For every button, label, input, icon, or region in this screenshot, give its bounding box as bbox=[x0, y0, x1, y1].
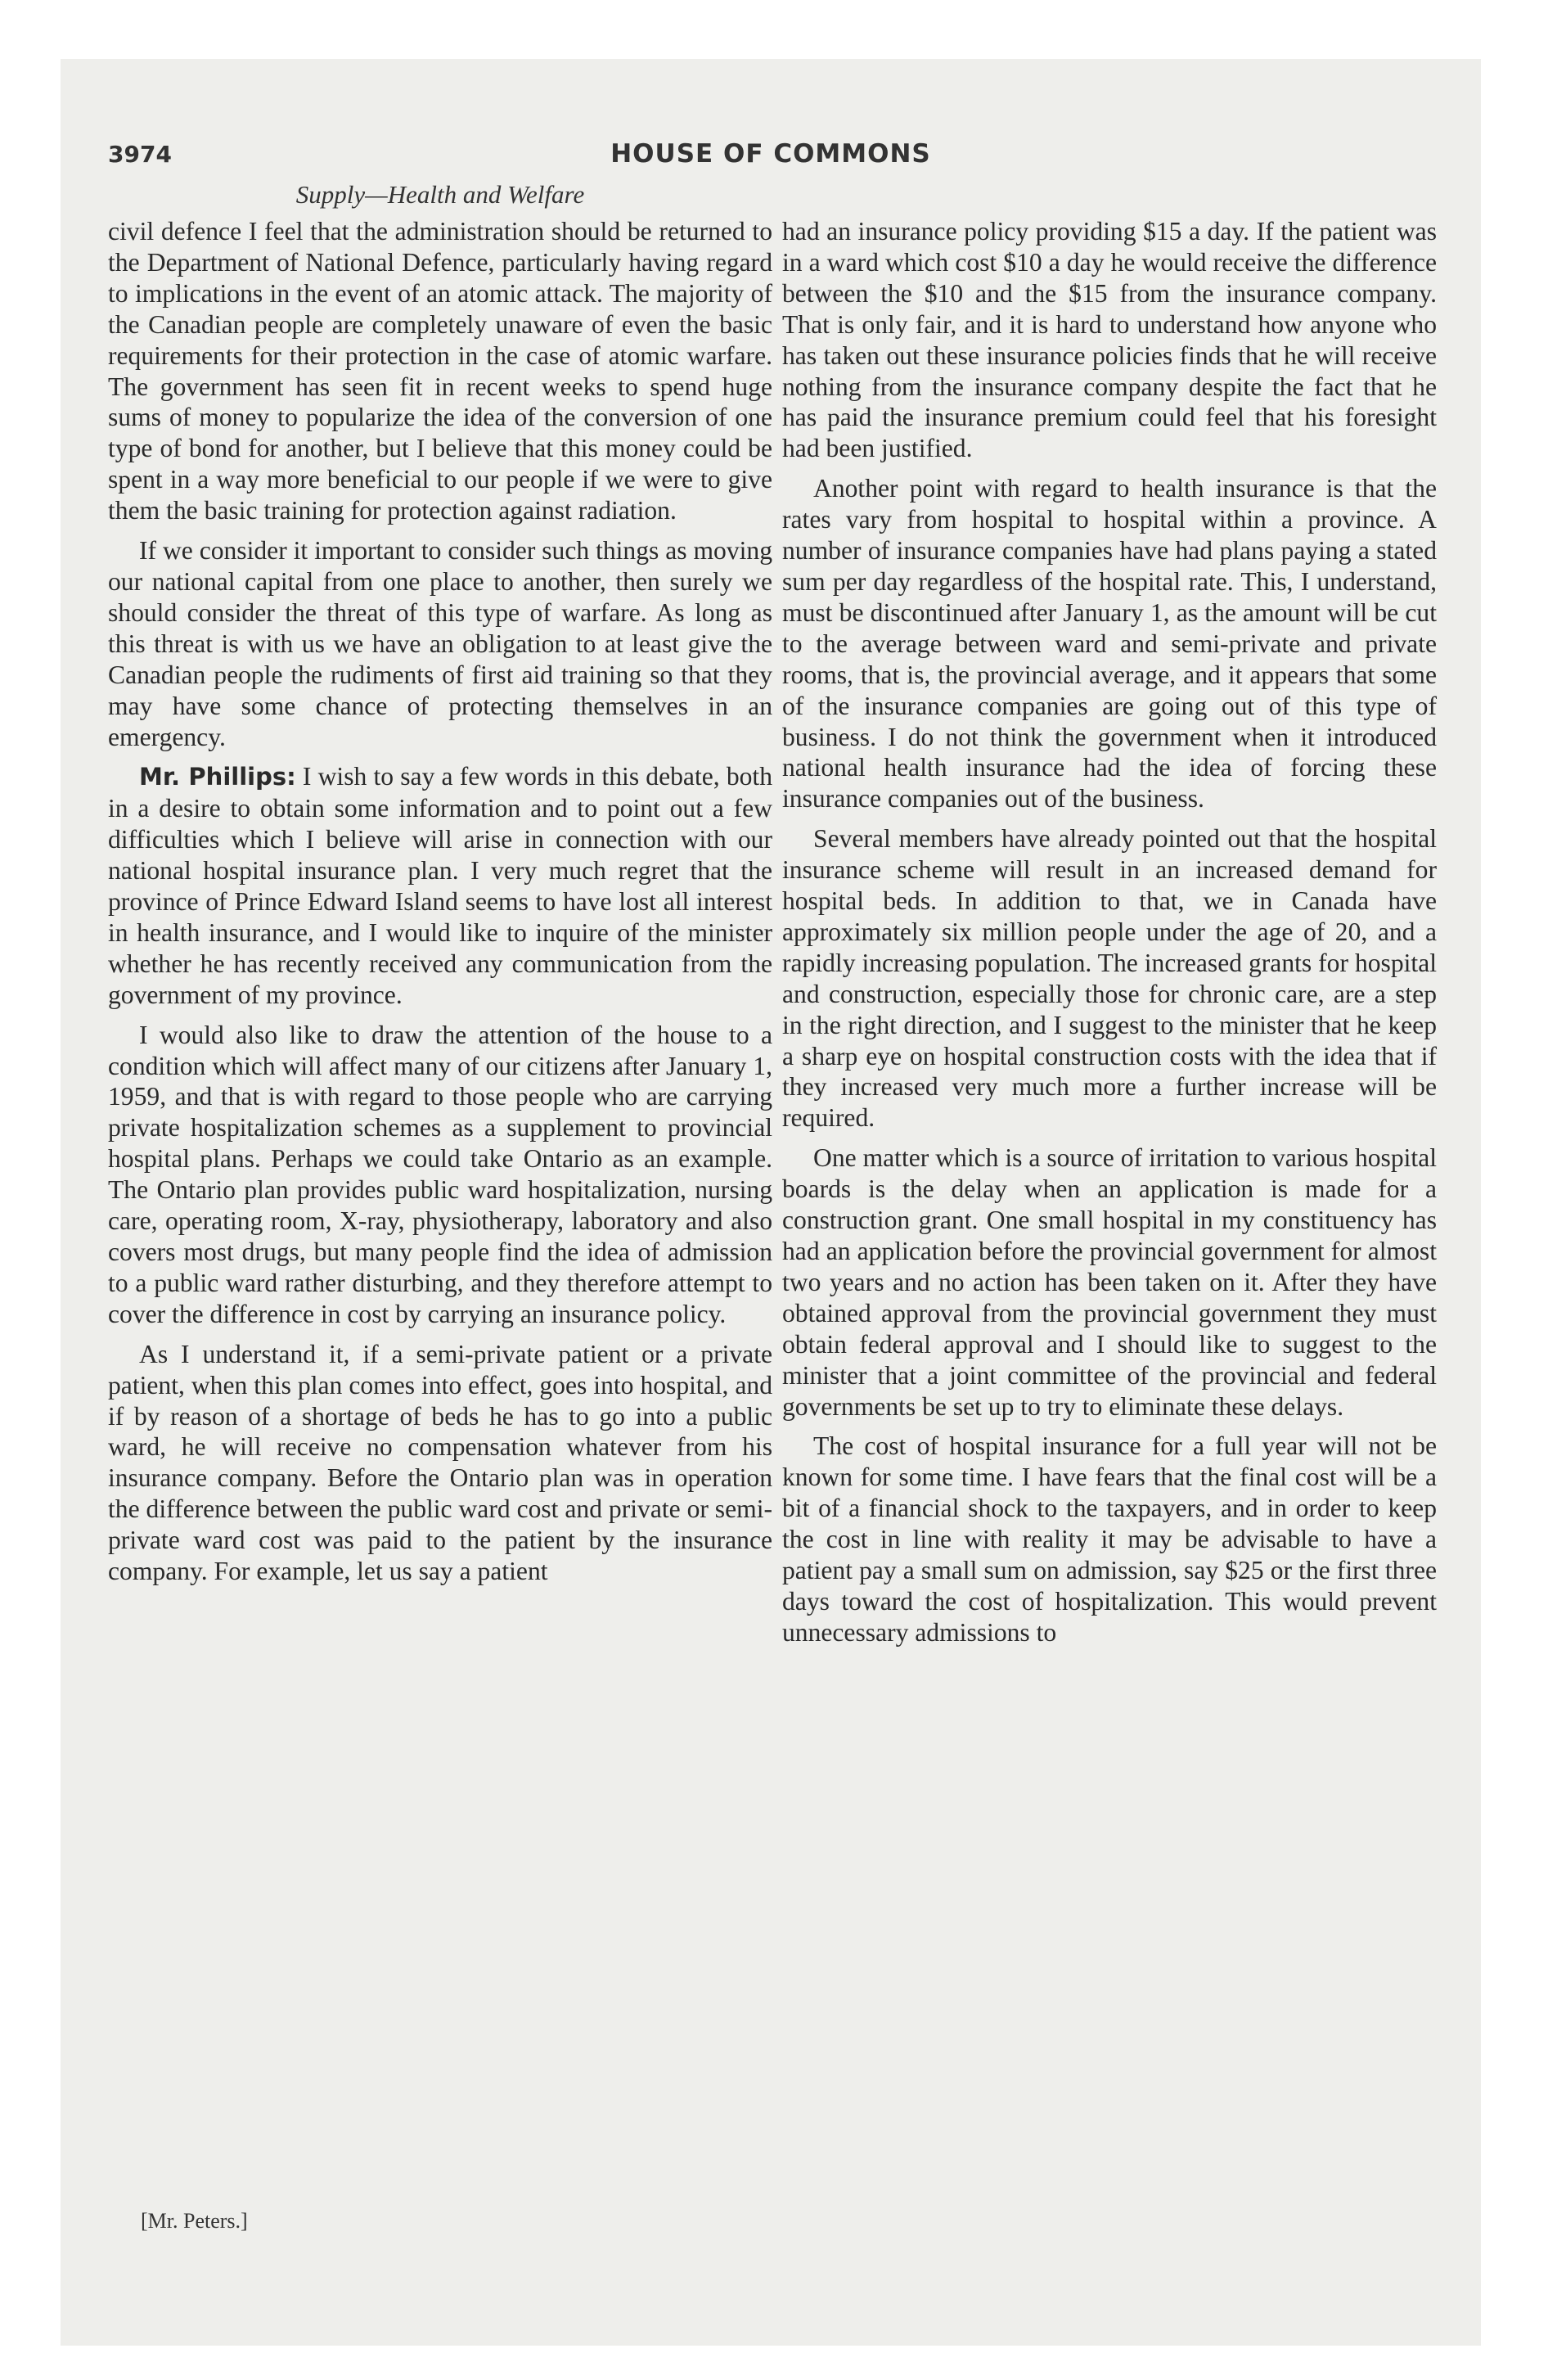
footer-speaker-note: [Mr. Peters.] bbox=[141, 2209, 248, 2233]
paragraph: One matter which is a source of irritation to various hospital boards is the delay when an application is made for a construction grant. One small hospital in my constituency has had an application before the provincial government for almost two years and no action has been taken on it. After they have obtained approval from the provincial government they must obtain federal approval and I should like to suggest to the minister that a joint committee of the provincial and federal governments be set up to try to eliminate these delays. bbox=[782, 1143, 1437, 1421]
paragraph: I would also like to draw the attention of the house to a condition which will affect many of our citizens after January 1, 1959, and that is with regard to those people who are carrying private hospitalization schemes as a supplement to provincial hospital plans. Perhaps we could take Ontario as an example. The Ontario plan provides public ward hospitalization, nursing care, operating room, X-ray, physiotherapy, laboratory and also covers most drugs, but many people find the idea of admission to a public ward rather disturbing, and they therefore attempt to cover the difference in cost by carrying an insurance policy. bbox=[108, 1020, 772, 1328]
paragraph: had an insurance policy providing $15 a day. If the patient was in a ward which cost $10 a day he would receive the difference between the $10 and the $15 from the insurance company. That is only fair, and it is hard to understand how anyone who has taken out these insurance policies finds that he will receive nothing from the insurance company despite the fact that he has paid the insurance premium could feel that his foresight had been justified. bbox=[782, 217, 1437, 463]
running-head: HOUSE OF COMMONS bbox=[610, 139, 931, 169]
paragraph: Several members have already pointed out that the hospital insurance scheme will result in an increased demand for hospital beds. In addition to that, we in Canada have approximately six million people under the age of 20, and a rapidly increasing population. The increased grants for hospital and construction, especially those for chronic care, are a step in the right direction, and I suggest to the minister that he keep a sharp eye on hospital construction costs with the idea that if they increased very much more a further increase will be required. bbox=[782, 824, 1437, 1133]
right-column bbox=[782, 216, 1437, 1657]
speaker-name: Mr. Phillips: bbox=[139, 763, 296, 791]
paragraph: Another point with regard to health insurance is that the rates vary from hospital to hospital within a province. A number of insurance companies have had plans paying a stated sum per day regardless of the hospital rate. This, I understand, must be discontinued after January 1, as the amount will be cut to the average between ward and semi-private and private rooms, that is, the provincial average, and it appears that some of the insurance companies are going out of this type of business. I do not think the government when it introduced national health insurance had the idea of forcing these insurance companies out of the business. bbox=[782, 474, 1437, 814]
speaker-paragraph bbox=[108, 761, 772, 1010]
document-page bbox=[61, 59, 1481, 2346]
paragraph: civil defence I feel that the administration should be returned to the Department of National Defence, particularly having regard to implications in the event of an atomic attack. The majority of the Canadian people are completely unaware of even the basic requirements for their protection in the case of atomic warfare. The government has seen fit in recent weeks to spend huge sums of money to popularize the idea of the conversion of one type of bond for another, but I believe that this money could be spent in a way more beneficial to our people if we were to give them the basic training for protection against radiation. bbox=[108, 217, 772, 525]
section-heading: Supply—Health and Welfare bbox=[295, 180, 585, 209]
left-column bbox=[108, 216, 772, 1596]
paragraph: As I understand it, if a semi-private patient or a private patient, when this plan comes into effect, goes into hospital, and if by reason of a shortage of beds he has to go into a public ward, he will receive no compensation whatever from his insurance company. Before the Ontario plan was in operation the difference between the public ward cost and private or semi-private ward cost was paid to the patient by the insurance company. For example, let us say a patient bbox=[108, 1339, 772, 1586]
paragraph: If we consider it important to consider such things as moving our national capital from one place to another, then surely we should consider the threat of this type of warfare. As long as this threat is with us we have an obligation to at least give the Canadian people the rudiments of first aid training so that they may have some chance of protecting themselves in an emergency. bbox=[108, 536, 772, 751]
speech-text: I wish to say a few words in this debate, both in a desire to obtain some information and to point out a few difficulties which I believe will arise in connection with our national hospital insurance plan. I very much regret that the province of Prince Edward Island seems to have lost all interest in health insurance, and I would like to inquire of the minister whether he has recently received any communication from the government of my province. bbox=[108, 762, 772, 1009]
paragraph: The cost of hospital insurance for a full year will not be known for some time. I have fears that the final cost will be a bit of a financial shock to the taxpayers, and in order to keep the cost in line with reality it may be advisable to have a patient pay a small sum on admission, say $25 or the first three days toward the cost of hospitalization. This would prevent unnecessary admissions to bbox=[782, 1431, 1437, 1647]
page-number: 3974 bbox=[108, 141, 172, 168]
